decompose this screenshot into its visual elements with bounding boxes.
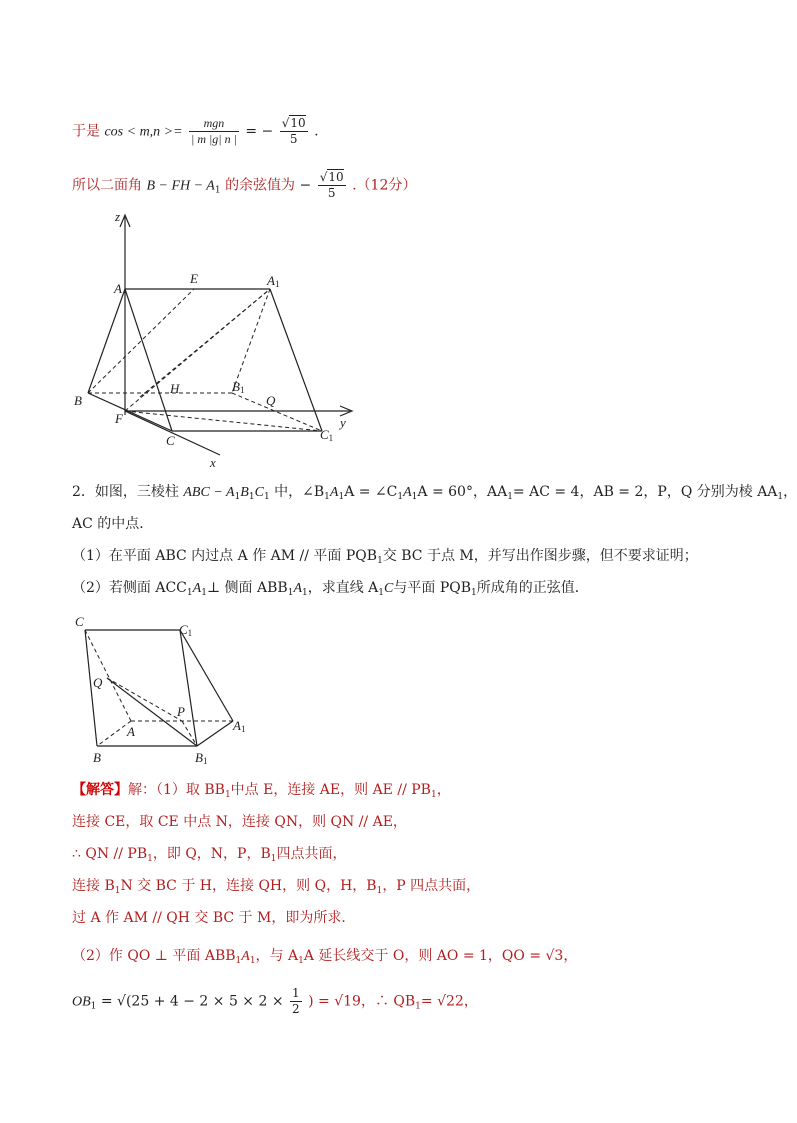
- subscript: 1: [147, 854, 153, 864]
- subscript: 1: [378, 588, 385, 598]
- step2-text: 连接 CE，取 CE 中点 N，连接 QN，则 QN // AE，: [72, 814, 407, 830]
- step4-part3: ，P 四点共面，: [382, 878, 481, 894]
- step7-part2: = √(25 + 4 − 2 × 5 × 2 ×: [100, 993, 284, 1010]
- step6-part1: （2）作 QO ⊥ 平面 ABB: [72, 948, 236, 964]
- label-B1: B1: [232, 379, 245, 395]
- fraction-sqrt10-5: [318, 170, 346, 201]
- edge-B1C1: [232, 393, 322, 431]
- conditions-part2: = AC = 4，AB = 2，P，Q 分别为棱 AA: [512, 484, 778, 500]
- subscript: 1: [234, 492, 241, 502]
- problem2-question2: [72, 578, 589, 603]
- half-numerator: 1: [292, 986, 300, 1000]
- denominator-5: 5: [327, 186, 336, 200]
- sqrt-numerator: √10: [319, 170, 344, 184]
- subscript: 1: [376, 886, 383, 896]
- step1-part2: 中点 E，连接 AE，则 AE // PB: [230, 782, 431, 798]
- label-A: A: [114, 281, 122, 296]
- figure-prism-coordinate: [60, 205, 370, 475]
- label-H: H: [170, 381, 180, 396]
- step1-part3: ，: [436, 782, 451, 798]
- label-P: P: [177, 704, 185, 719]
- step7-part1: OB: [72, 994, 91, 1010]
- subscript: 1: [201, 588, 207, 598]
- segment-BE: [88, 289, 194, 393]
- edge-A1C1: [270, 289, 322, 431]
- q2-part5: ，求直线 A: [307, 580, 379, 596]
- label-F: F: [115, 411, 123, 426]
- subscript: 1: [411, 492, 418, 502]
- solution-step1: [72, 780, 451, 805]
- angle-expression: B − FH − A: [146, 178, 215, 194]
- subscript: 1: [302, 588, 308, 598]
- edge-C1A1: [180, 630, 233, 721]
- frac-numerator: mgn: [189, 116, 239, 132]
- comma: ，: [783, 484, 797, 500]
- solution-tag: 【解答】: [72, 782, 128, 798]
- label-x: x: [210, 455, 216, 470]
- text-C: C: [254, 485, 264, 500]
- subscript: 1: [249, 956, 256, 966]
- subscript: 1: [235, 956, 242, 966]
- text-prefix: 所以二面角: [72, 177, 142, 194]
- subscript: 1: [298, 956, 304, 966]
- text-B: B: [240, 485, 249, 500]
- sqrt-value: 10: [328, 170, 344, 184]
- label-y: y: [340, 415, 346, 430]
- step6-part4: A 延长线交于 O，则 AO = 1，QO = √3，: [303, 948, 578, 964]
- subscript: 1: [324, 492, 330, 502]
- subscript: 1: [90, 1001, 97, 1012]
- q2-part1: （2）若侧面 ACC: [72, 580, 187, 596]
- conditions-part1: A = 60°，AA: [417, 484, 508, 500]
- step6-part3: ，与 A: [255, 948, 299, 964]
- subscript: 1: [338, 492, 345, 502]
- edge-A1B1: [197, 721, 233, 746]
- segment-FC1: [125, 411, 322, 431]
- label-E: E: [190, 271, 198, 286]
- dihedral-cos-line: [72, 170, 416, 201]
- angle-part2: A: [329, 485, 339, 500]
- label-B1: B1: [195, 750, 208, 766]
- subscript: 1: [377, 556, 383, 566]
- subscript: 1: [777, 492, 784, 502]
- q2-part8: 所成角的正弦值．: [476, 580, 589, 596]
- half-denominator: 2: [292, 1002, 300, 1016]
- solution-step3: [72, 844, 347, 869]
- subscript: 1: [507, 492, 513, 502]
- text-prefix: 于是: [72, 123, 100, 140]
- period: .: [314, 123, 319, 140]
- solution-step4: [72, 876, 480, 901]
- subscript: 1: [224, 790, 231, 800]
- segment-QP: [107, 678, 182, 721]
- minus-sign: −: [299, 177, 312, 194]
- solution-step2: [72, 812, 407, 832]
- solution-step7: [72, 986, 478, 1017]
- sqrt-numerator: √10: [281, 116, 306, 130]
- step7-part4: = √22，: [420, 993, 478, 1010]
- score-note: .（12分）: [352, 177, 417, 194]
- label-C1: C1: [179, 622, 193, 638]
- q1-part1: （1）在平面 ABC 内过点 A 作 AM // 平面 PQB: [72, 548, 378, 564]
- subscript: 1: [270, 854, 277, 864]
- midpoint-text: AC 的中点．: [72, 516, 154, 532]
- subscript: 1: [186, 588, 193, 598]
- step3-part1: ∴ QN // PB: [72, 846, 148, 862]
- label-Q: Q: [266, 393, 276, 408]
- q2-part7: 与平面 PQB: [393, 580, 472, 596]
- label-A1: A1: [267, 273, 280, 289]
- edge-AC: [125, 289, 172, 431]
- solution-step6: [72, 946, 577, 971]
- prism-name: ABC − A: [183, 485, 235, 500]
- problem2-question1: [72, 546, 698, 571]
- label-C: C: [166, 433, 175, 448]
- label-A: A: [127, 724, 135, 739]
- step4-part1: 连接 B: [72, 878, 115, 894]
- subscript: 1: [397, 492, 404, 502]
- frac-denominator: | m |g| n |: [191, 132, 237, 146]
- subscript: 1: [430, 790, 437, 800]
- step3-part3: 四点共面，: [276, 846, 347, 862]
- problem2-statement-line2: [72, 514, 153, 534]
- label-B: B: [93, 750, 101, 765]
- subscript: 1: [214, 185, 221, 196]
- subscript: 1: [248, 492, 255, 502]
- fraction-sqrt10-5: [280, 116, 308, 147]
- edge-AB: [97, 721, 131, 746]
- edge-C1B1: [180, 630, 197, 746]
- denominator-5: 5: [289, 132, 298, 146]
- q1-part2: 交 BC 于点 M，并写出作图步骤，但不要求证明；: [382, 548, 698, 564]
- edge-CA: [85, 630, 131, 721]
- text-middle: 的余弦值为: [225, 177, 296, 194]
- subscript: 1: [263, 492, 270, 502]
- subscript: 1: [415, 1001, 421, 1012]
- label-C1: C1: [320, 427, 334, 443]
- label-A1: A1: [233, 718, 246, 734]
- problem-number: 2．如图，三棱柱: [72, 484, 179, 500]
- q2-part6: C: [384, 581, 394, 596]
- edge-BC: [88, 393, 172, 431]
- subscript: 1: [114, 886, 121, 896]
- result-cos-line: [72, 116, 319, 147]
- step4-part2: N 交 BC 于 H，连接 QH，则 Q，H，B: [120, 878, 377, 894]
- q2-part4: A: [293, 581, 302, 596]
- subscript: 1: [471, 588, 477, 598]
- sqrt-value: 10: [290, 116, 306, 130]
- problem2-statement-line1: [72, 482, 797, 507]
- figure-prism-problem2: [65, 610, 265, 775]
- fraction-half: [290, 986, 302, 1017]
- solution-step5: [72, 908, 355, 928]
- step7-part3: ) = √19，∴ QB: [308, 993, 416, 1010]
- q2-part3: ⊥ 侧面 ABB: [206, 580, 288, 596]
- q2-part2: A: [192, 581, 202, 596]
- subscript: 1: [287, 588, 294, 598]
- fraction-mn: [189, 116, 239, 147]
- label-z: z: [115, 209, 121, 224]
- angle-part4: A: [403, 485, 412, 500]
- label-B: B: [74, 393, 82, 408]
- step6-part2: A: [241, 949, 250, 964]
- angle-part3: A = ∠C: [344, 484, 398, 500]
- step5-text: 过 A 作 AM // QH 交 BC 于 M，即为所求．: [72, 910, 356, 926]
- cos-expression: cos < m,n >=: [104, 124, 183, 140]
- step3-part2: ，即 Q，N，P，B: [152, 846, 271, 862]
- step1-part1: 解：（1）取 BB: [128, 782, 225, 798]
- equals-minus: = −: [245, 123, 274, 140]
- edge-AB: [88, 289, 125, 393]
- angle-part1: 中，∠B: [274, 484, 325, 500]
- label-Q: Q: [93, 675, 103, 690]
- label-C: C: [75, 614, 84, 629]
